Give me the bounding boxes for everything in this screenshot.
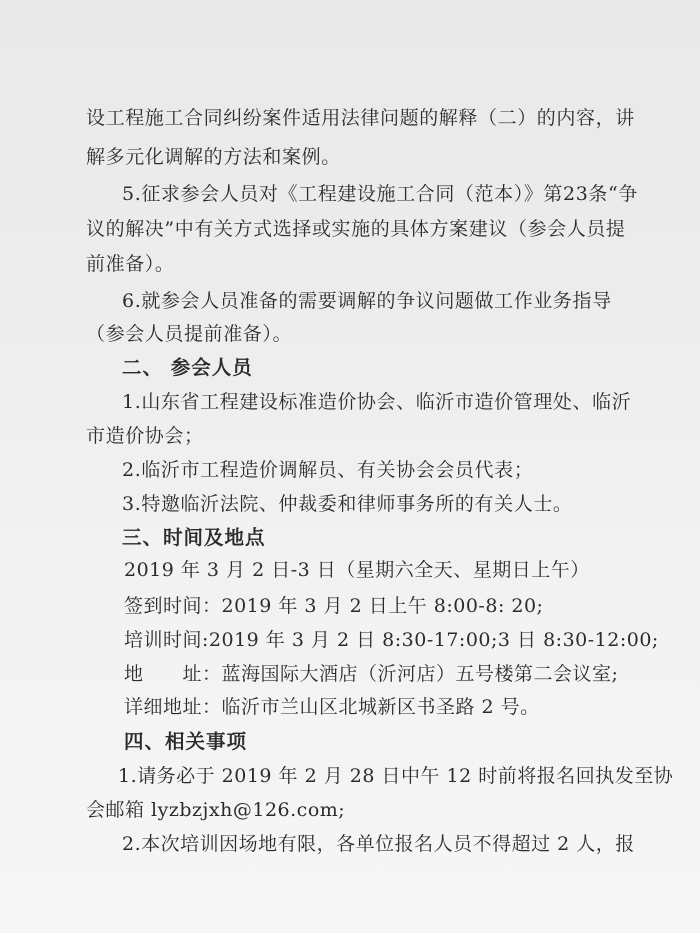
paragraph-line: （参会人员提前准备）。 (86, 323, 293, 345)
list-item-6: 6.就参会人员准备的需要调解的争议问题做工作业务指导 (122, 290, 612, 312)
paragraph-line: 市造价协会； (86, 425, 204, 447)
paragraph-line: 前准备）。 (86, 253, 175, 275)
email-line: 会邮箱 lyzbzjxh@126.com; (86, 799, 346, 821)
training-time: 培训时间:2019 年 3 月 2 日 8:30-17:00;3 日 8:30-12:00; (124, 629, 659, 651)
detailed-address: 详细地址：临沂市兰山区北城新区书圣路 2 号。 (124, 696, 540, 718)
paragraph-line: 议的解决”中有关方式选择或实施的具体方案建议（参会人员提 (86, 218, 626, 240)
list-item-2: 2.临沂市工程造价调解员、有关协会会员代表； (122, 459, 534, 481)
venue-address: 地 址：蓝海国际大酒店（沂河店）五号楼第二会议室; (124, 663, 619, 685)
list-item-1: 1.山东省工程建设标准造价协会、临沂市造价管理处、临沂 (122, 391, 632, 413)
checkin-time: 签到时间：2019 年 3 月 2 日上午 8:00-8: 20; (124, 595, 544, 617)
list-item-1: 1.请务必于 2019 年 2 月 28 日中午 12 时前将报名回执发至协 (118, 765, 674, 787)
paragraph-line: 设工程施工合同纠纷案件适用法律问题的解释（二）的内容，讲 (86, 107, 635, 129)
list-item-5: 5.征求参会人员对《工程建设施工合同（范本）》第23条“争 (122, 183, 638, 205)
list-item-3: 3.特邀临沂法院、仲裁委和律师事务所的有关人士。 (122, 493, 573, 515)
section-heading-related-matters: 四、相关事项 (124, 730, 248, 753)
section-heading-time-place: 三、时间及地点 (122, 526, 266, 549)
paragraph-line: 解多元化调解的方法和案例。 (86, 146, 341, 168)
event-dates: 2019 年 3 月 2 日-3 日（星期六全天、星期日上午） (124, 559, 590, 581)
section-heading-attendees: 二、 参会人员 (122, 356, 253, 379)
list-item-2: 2.本次培训因场地有限，各单位报名人员不得超过 2 人，报 (122, 833, 635, 855)
